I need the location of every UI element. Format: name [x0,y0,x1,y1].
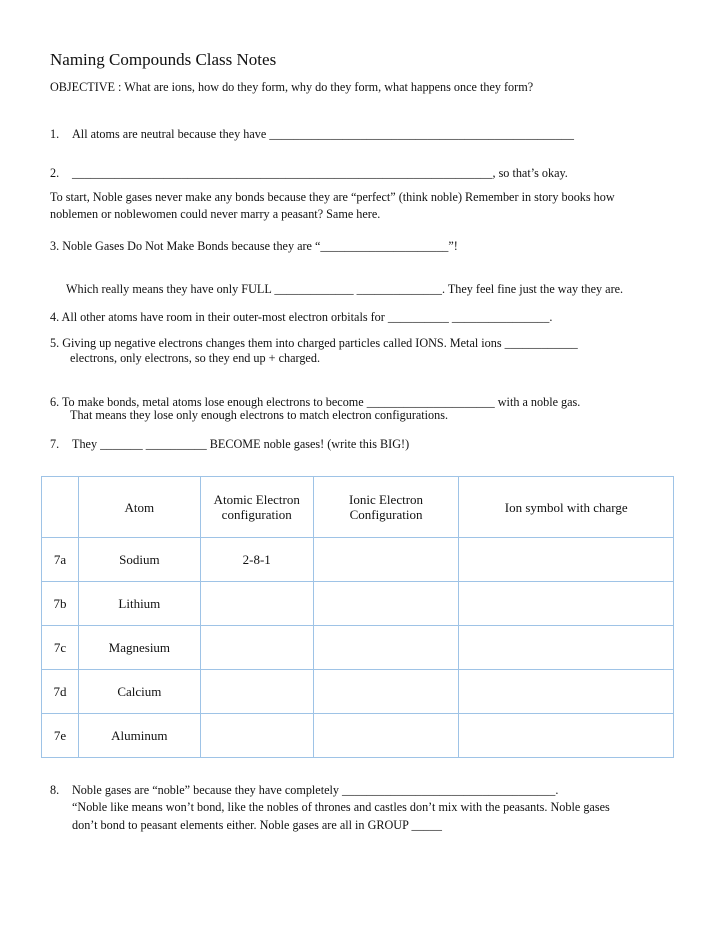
ion-table [41,476,674,758]
row-ionic-config [313,538,459,582]
question-2-number: 2. [50,166,60,180]
intro-line-2: noblemen or noblewomen could never marry a peasant? Same here. [50,207,381,221]
row-atomic-config [200,582,313,626]
header-atomic-config [200,477,313,538]
row-ion-symbol [459,626,674,670]
row-atom: Magnesium [78,626,200,670]
header-ion-symbol: Ion symbol with charge [459,477,674,538]
row-ion-symbol [459,670,674,714]
row-atom: Aluminum [78,714,200,758]
header-ionic-line-1: Ionic Electron [349,492,424,507]
row-id: 7c [42,626,79,670]
question-8-line-3: don’t bond to peasant elements either. Noble gases are all in GROUP _____ [72,818,442,832]
header-atomic-line-2: configuration [221,507,292,522]
row-id: 7d [42,670,79,714]
question-1: All atoms are neutral because they have __________________________________________________ [72,127,574,141]
row-ion-symbol [459,582,674,626]
row-atomic-config [200,626,313,670]
header-ionic-config [313,477,459,538]
row-ion-symbol [459,538,674,582]
row-ionic-config [313,582,459,626]
question-2: _____________________________________________________________________, so that’s okay. [72,166,568,180]
question-1-number: 1. [50,127,60,141]
row-atomic-config [200,714,313,758]
table-row [42,538,674,582]
question-7: They _______ __________ BECOME noble gases! (write this BIG!) [72,437,410,451]
question-6-line-1: 6. To make bonds, metal atoms lose enough electrons to become _____________________ with a noble gas. [50,395,581,409]
question-8-line-1: Noble gases are “noble” because they have completely ___________________________________. [72,783,559,797]
row-atomic-config: 2-8-1 [200,538,313,582]
page-title: Naming Compounds Class Notes [50,50,277,69]
row-ionic-config [313,626,459,670]
row-ion-symbol [459,714,674,758]
question-4: 4. All other atoms have room in their outer-most electron orbitals for __________ ________________. [50,310,553,324]
question-7-number: 7. [50,437,60,451]
question-6-line-2: That means they lose only enough electrons to match electron configurations. [70,408,449,422]
row-id: 7e [42,714,79,758]
question-3-continued: Which really means they have only FULL _____________ ______________. They feel fine just the way they are. [66,282,624,296]
table-header-row [42,477,674,538]
row-ionic-config [313,670,459,714]
question-5-line-1: 5. Giving up negative electrons changes them into charged particles called IONS. Metal ions ____________ [50,336,578,350]
question-3: 3. Noble Gases Do Not Make Bonds because they are “_____________________”! [50,239,458,253]
table-row [42,670,674,714]
table-row [42,626,674,670]
row-atom: Lithium [78,582,200,626]
header-atom: Atom [78,477,200,538]
question-8-number: 8. [50,783,60,797]
row-atom: Sodium [78,538,200,582]
header-id [42,477,79,538]
table-row [42,582,674,626]
question-8-line-2: “Noble like means won’t bond, like the nobles of thrones and castles don’t mix with the peasants. Noble gases [72,800,610,814]
table-row [42,714,674,758]
header-atomic-line-1: Atomic Electron [213,492,300,507]
intro-line-1: To start, Noble gases never make any bonds because they are “perfect” (think noble) Remember in story books how [50,190,615,204]
header-ionic-line-2: Configuration [349,507,423,522]
row-ionic-config [313,714,459,758]
row-id: 7b [42,582,79,626]
row-atomic-config [200,670,313,714]
objective: OBJECTIVE : What are ions, how do they form, why do they form, what happens once they form? [50,80,534,94]
question-5-line-2: electrons, only electrons, so they end up + charged. [70,351,320,365]
row-atom: Calcium [78,670,200,714]
row-id: 7a [42,538,79,582]
